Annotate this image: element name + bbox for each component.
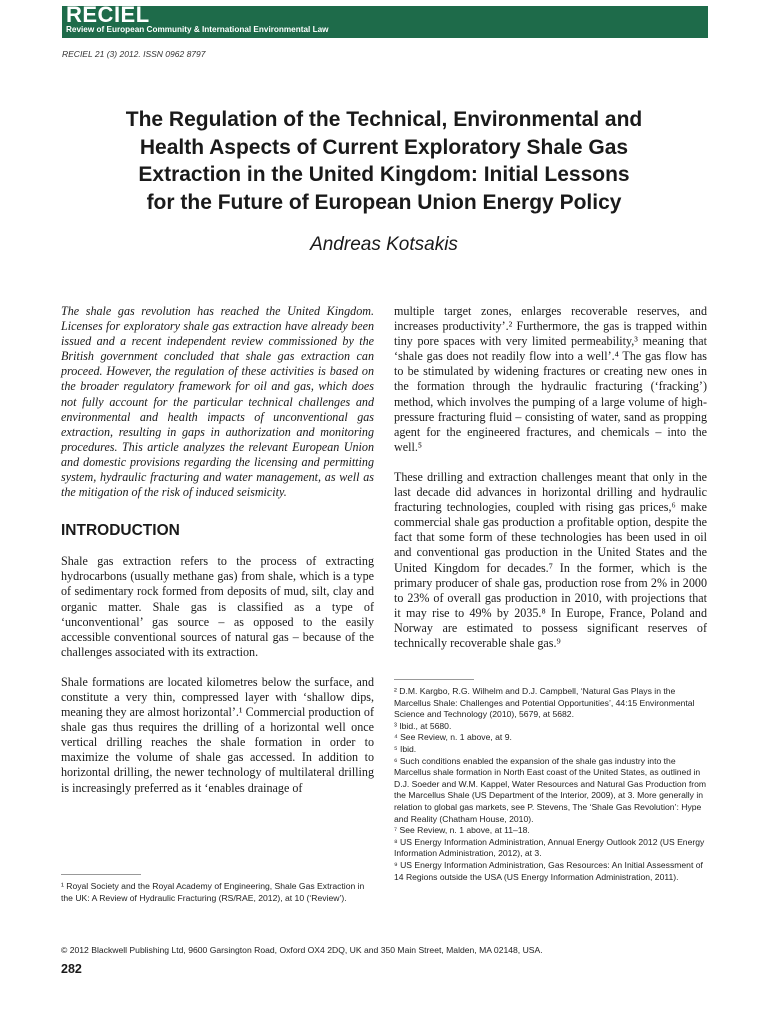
article-title [40, 106, 728, 216]
title-line: The Regulation of the Technical, Environmental and [125, 108, 643, 131]
body-paragraph: multiple target zones, enlarges recoverable reserves, and increases productivity’.² Furthermore, the gas is trapped within tiny pore spaces with very limited permeability,³ meaning that ‘shale gas does not readily flow into a well’.⁴ The gas flow has to be stimulated by widening fractures or creating new ones in the formation through the hydraulic fracturing (‘fracking’) method, which involves the pumping of a large volume of high-pressure fracturing fluid – consisting of water, sand as propping agent for the engineered fractures, and chemicals – into the well.⁵ [394, 304, 707, 454]
title-line: Extraction in the United Kingdom: Initial Lessons [138, 163, 630, 186]
author-name: Andreas Kotsakis [310, 234, 458, 255]
journal-logo: RECIEL [66, 2, 150, 27]
footnote: ⁹ US Energy Information Administration, Gas Resources: An Initial Assessment of 14 Regions outside the USA (US Energy Information Administration, 2011). [394, 859, 703, 882]
left-column [61, 304, 374, 796]
footnote: ⁴ See Review, n. 1 above, at 9. [394, 732, 512, 743]
footnote: ⁶ Such conditions enabled the expansion of the shale gas industry into the Marcellus shale formation in North East coast of the United States, as outlined in D.J. Soeder and W.M. Kappel, Water Resources and Natural Gas Production from the Marcellus Shale (US Department of the Interior, 2009), at 3. More generally in relation to global gas markets, see P. Stevens, The ‘Shale Gas Revolution’: Hype and Reality (Chatham House, 2010). [394, 755, 707, 824]
right-column [394, 304, 707, 651]
title-line: for the Future of European Union Energy Policy [146, 190, 622, 214]
copyright-notice: © 2012 Blackwell Publishing Ltd, 9600 Garsington Road, Oxford OX4 2DQ, UK and 350 Main Street, Malden, MA 02148, USA. [61, 945, 543, 955]
footnote: ⁸ US Energy Information Administration, Annual Energy Outlook 2012 (US Energy Information Administration, 2012), at 3. [394, 836, 705, 859]
journal-citation: RECIEL 21 (3) 2012. ISSN 0962 8797 [62, 49, 206, 59]
footnotes-right [394, 679, 707, 883]
footnote: ⁷ See Review, n. 1 above, at 11–18. [394, 825, 530, 836]
abstract: The shale gas revolution has reached the United Kingdom. Licenses for exploratory shale gas extraction have already been issued and a recent independent review commissioned by the British government concluded that shale gas extraction can proceed. However, the regulation of these activities is based on the broader regulatory framework for oil and gas, which does not fully account for the particular technical challenges and environmental and health impacts of unconventional gas extraction, resulting in gaps in authorization and monitoring procedures. This article analyzes the relevant European Union and domestic provisions regarding the licensing and permitting system, hydraulic fracturing and water management, as well as the mitigation of the risk of induced seismicity. [61, 304, 374, 500]
footnote-rule [61, 874, 141, 875]
body-paragraph: Shale formations are located kilometres below the surface, and constitute a very thin, compressed layer with ‘shallow dips, meaning they are almost horizontal’.¹ Commercial production of shale gas thus requires the drilling of a horizontal well once vertical drilling reaches the shale formation in order to maximize the volume of shale gas accessed. In addition to horizontal drilling, the newer technology of multilateral drilling is increasingly preferred as it ‘enables drainage of [61, 674, 374, 795]
body-paragraph: These drilling and extraction challenges meant that only in the last decade did advances in horizontal drilling and hydraulic fracturing technologies, coupled with rising gas prices,⁶ make commercial shale gas production a profitable option, despite the fact that some form of these technologies has been used in oil and conventional gas production in the United States and the United Kingdom for decades.⁷ In the former, which is the primary producer of shale gas, production rose from 2% in 2000 to 23% of overall gas production in 2010, with projections that it may rise to 49% by 2035.⁸ In Europe, France, Poland and Norway are estimated to possess significant reserves of technically recoverable shale gas.⁹ [394, 469, 707, 650]
page-number: 282 [61, 962, 82, 976]
footnote: ⁵ Ibid. [394, 743, 417, 754]
footnote: ³ Ibid., at 5680. [394, 720, 452, 731]
journal-full-name: Review of European Community & International Environmental Law [66, 25, 329, 34]
footnotes-left [61, 874, 374, 904]
section-heading-introduction: INTRODUCTION [61, 522, 180, 540]
footnote: ² D.M. Kargbo, R.G. Wilhelm and D.J. Campbell, ‘Natural Gas Plays in the Marcellus Shale: Challenges and Potential Opportunities’, 44:15 Environmental Science and Technology (2010), 5679, at 5682. [394, 686, 695, 720]
journal-banner [62, 2, 708, 38]
footnote-rule [394, 679, 474, 680]
body-paragraph: Shale gas extraction refers to the process of extracting hydrocarbons (usually methane gas) from shale, which is a type of sedimentary rock formed from deposits of mud, silt, clay and organic matter. Shale gas is classified as a type of ‘unconventional’ gas source – as opposed to the easily accessible conventional sources of natural gas – because of the challenges associated with its extraction. [61, 554, 374, 659]
footnote: ¹ Royal Society and the Royal Academy of Engineering, Shale Gas Extraction in the UK: A Review of Hydraulic Fracturing (RS/RAE, 2012), at 10 (‘Review’). [61, 881, 365, 903]
title-line: Health Aspects of Current Exploratory Shale Gas [139, 135, 629, 159]
